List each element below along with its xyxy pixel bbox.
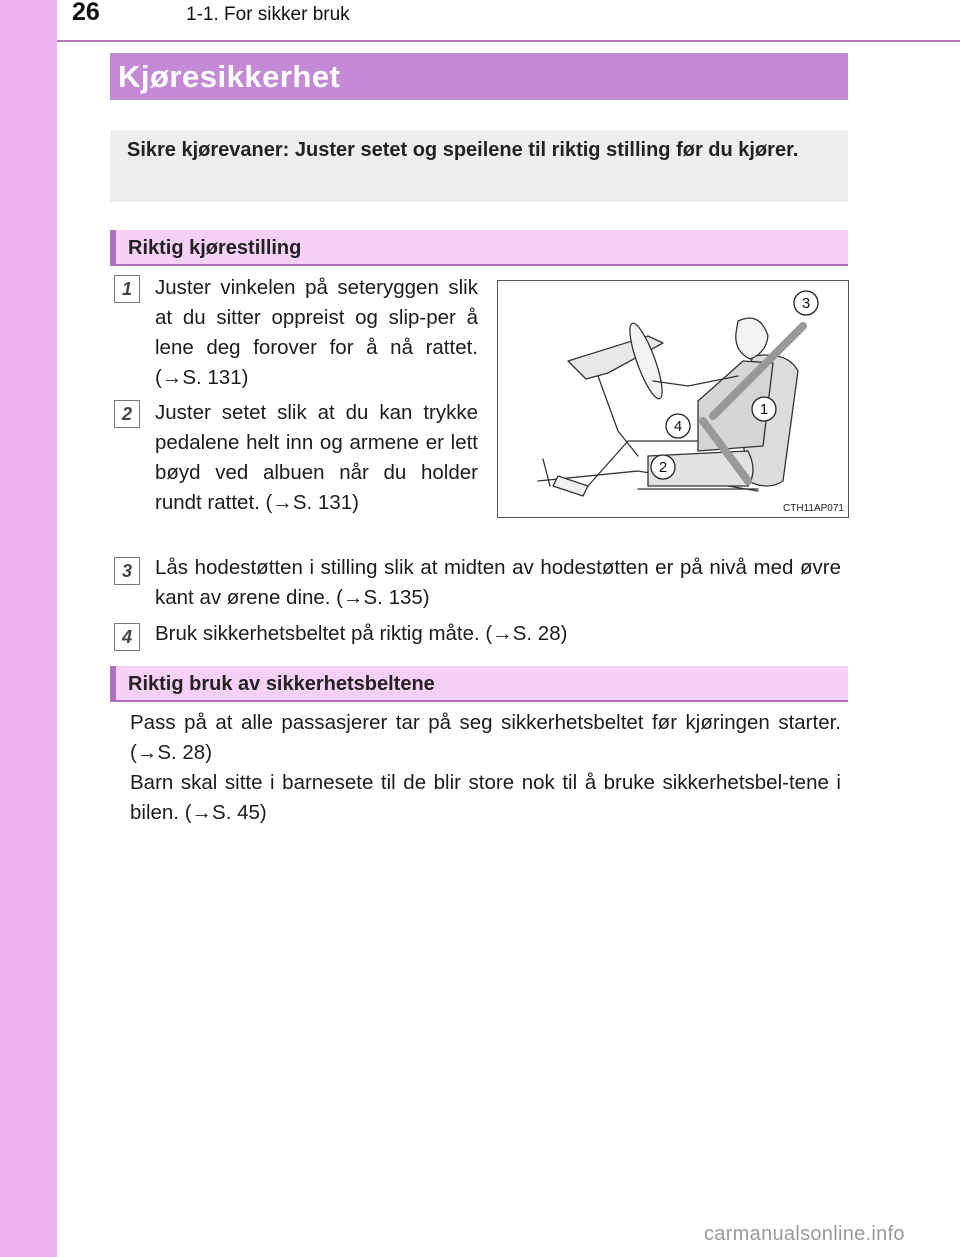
pedal	[543, 459, 550, 486]
callout-4: 4	[673, 418, 683, 435]
callout-3: 3	[801, 295, 811, 312]
item-number-4: 4	[114, 623, 140, 651]
header-rule	[57, 40, 960, 42]
subheading-accent	[110, 230, 116, 266]
driver-seat-illustration	[498, 281, 848, 517]
figure-code: CTH11AP071	[783, 503, 844, 514]
subheading-text: Riktig kjørestilling	[128, 237, 302, 259]
page-side-strip	[0, 0, 57, 1257]
item-text-3: Lås hodestøtten i stilling slik at midten av hodestøtten er på nivå med øvre kant av ørene dine. (→S. 135)	[155, 556, 841, 609]
item-number-3: 3	[114, 557, 140, 585]
driver-foot	[553, 476, 588, 496]
item-text-2: Juster setet slik at du kan trykke pedalene helt inn og armene er lett bøyd ved albuen når du holder rundt rattet. (→S. 131)	[155, 401, 478, 514]
subheading-accent	[110, 666, 116, 702]
item-text-1: Juster vinkelen på seteryggen slik at du sitter oppreist og slip-per å lene deg forover for å nå rattet. (→S. 131)	[155, 276, 478, 389]
item-number-1: 1	[114, 275, 140, 303]
driver-head	[736, 318, 768, 359]
subheading-text: Riktig bruk av sikkerhetsbeltene	[128, 673, 435, 695]
callout-2: 2	[658, 459, 668, 476]
page-number: 26	[72, 0, 100, 26]
section-header: 1-1. For sikker bruk	[186, 4, 350, 25]
subheading-driving-position	[110, 230, 848, 266]
item-number-2: 2	[114, 400, 140, 428]
seatbelt-paragraph-2: Barn skal sitte i barnesete til de blir store nok til å bruke sikkerhetsbel-tene i bilen. (→S. 45)	[130, 771, 841, 824]
intro-box	[110, 130, 848, 202]
driving-position-figure	[497, 280, 849, 518]
callout-1: 1	[759, 401, 769, 418]
intro-text: Sikre kjørevaner: Juster setet og speilene til riktig stilling før du kjører.	[127, 139, 799, 161]
title-bar	[110, 53, 848, 100]
watermark: carmanualsonline.info	[704, 1223, 905, 1245]
steering-column	[598, 376, 638, 456]
item-text-4: Bruk sikkerhetsbeltet på riktig måte. (→S. 28)	[155, 622, 568, 645]
page-title: Kjøresikkerhet	[118, 59, 341, 94]
seatbelt-paragraph-1: Pass på at alle passasjerer tar på seg sikkerhetsbeltet før kjøringen starter. (→S. 28)	[130, 711, 841, 764]
subheading-seatbelt-use	[110, 666, 848, 702]
